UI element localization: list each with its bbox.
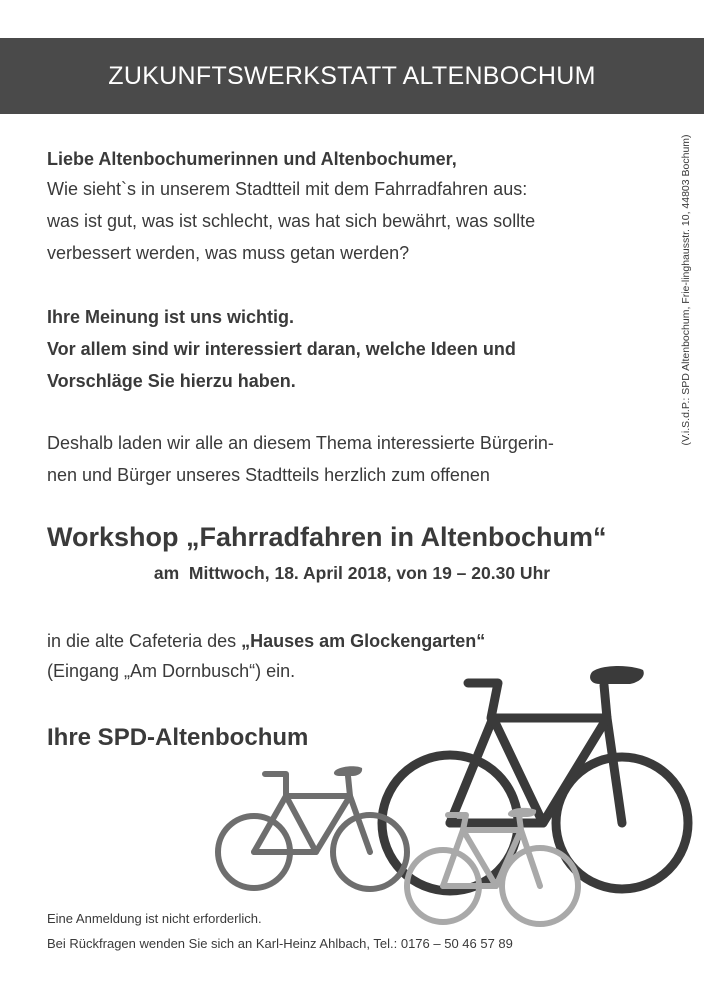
opinion-line-1: Ihre Meinung ist uns wichtig.	[47, 307, 295, 327]
location-prefix: in die alte Cafeteria des	[47, 631, 242, 651]
invitation-line-2: nen und Bürger unseres Stadtteils herzlich zum offenen	[47, 465, 490, 485]
invitation-line-1: Deshalb laden wir alle an diesem Thema interessierte Bürgerin-	[47, 433, 554, 453]
page-title: ZUKUNFTSWERKSTATT ALTENBOCHUM	[108, 61, 596, 90]
registration-note: Eine Anmeldung ist nicht erforderlich.	[47, 911, 262, 926]
large-bicycle-saddle-icon	[590, 666, 644, 684]
workshop-title: Workshop „Fahrradfahren in Altenbochum“	[47, 522, 607, 552]
opinion-line-3: Vorschläge Sie hierzu haben.	[47, 371, 296, 391]
opinion-line-2: Vor allem sind wir interessiert daran, welche Ideen und	[47, 339, 516, 359]
location-entrance: (Eingang „Am Dornbusch“) ein.	[47, 661, 296, 681]
location-venue: „Hauses am Glockengarten“	[241, 631, 486, 651]
greeting: Liebe Altenbochumerinnen und Altenbochumer,	[47, 149, 457, 169]
intro-line-1: Wie sieht`s in unserem Stadtteil mit dem Fahrradfahren aus:	[47, 179, 528, 199]
workshop-date-text: am Mittwoch, 18. April 2018, von 19 – 20.30 Uhr	[153, 563, 551, 583]
imprint-text: (V.i.S.d.P.: SPD Altenbochum, Frie-linghausstr. 10, 44803 Bochum)	[680, 134, 692, 446]
intro-line-2: was ist gut, was ist schlecht, was hat sich bewährt, was sollte	[47, 211, 536, 231]
medium-bicycle-saddle-icon	[334, 766, 362, 776]
intro-line-3: verbessert werden, was muss getan werden?	[47, 243, 410, 263]
large-bicycle-icon	[382, 683, 688, 891]
contact-info: Bei Rückfragen wenden Sie sich an Karl-Heinz Ahlbach, Tel.: 0176 – 50 46 57 89	[47, 936, 513, 951]
signature: Ihre SPD-Altenbochum	[47, 724, 309, 751]
